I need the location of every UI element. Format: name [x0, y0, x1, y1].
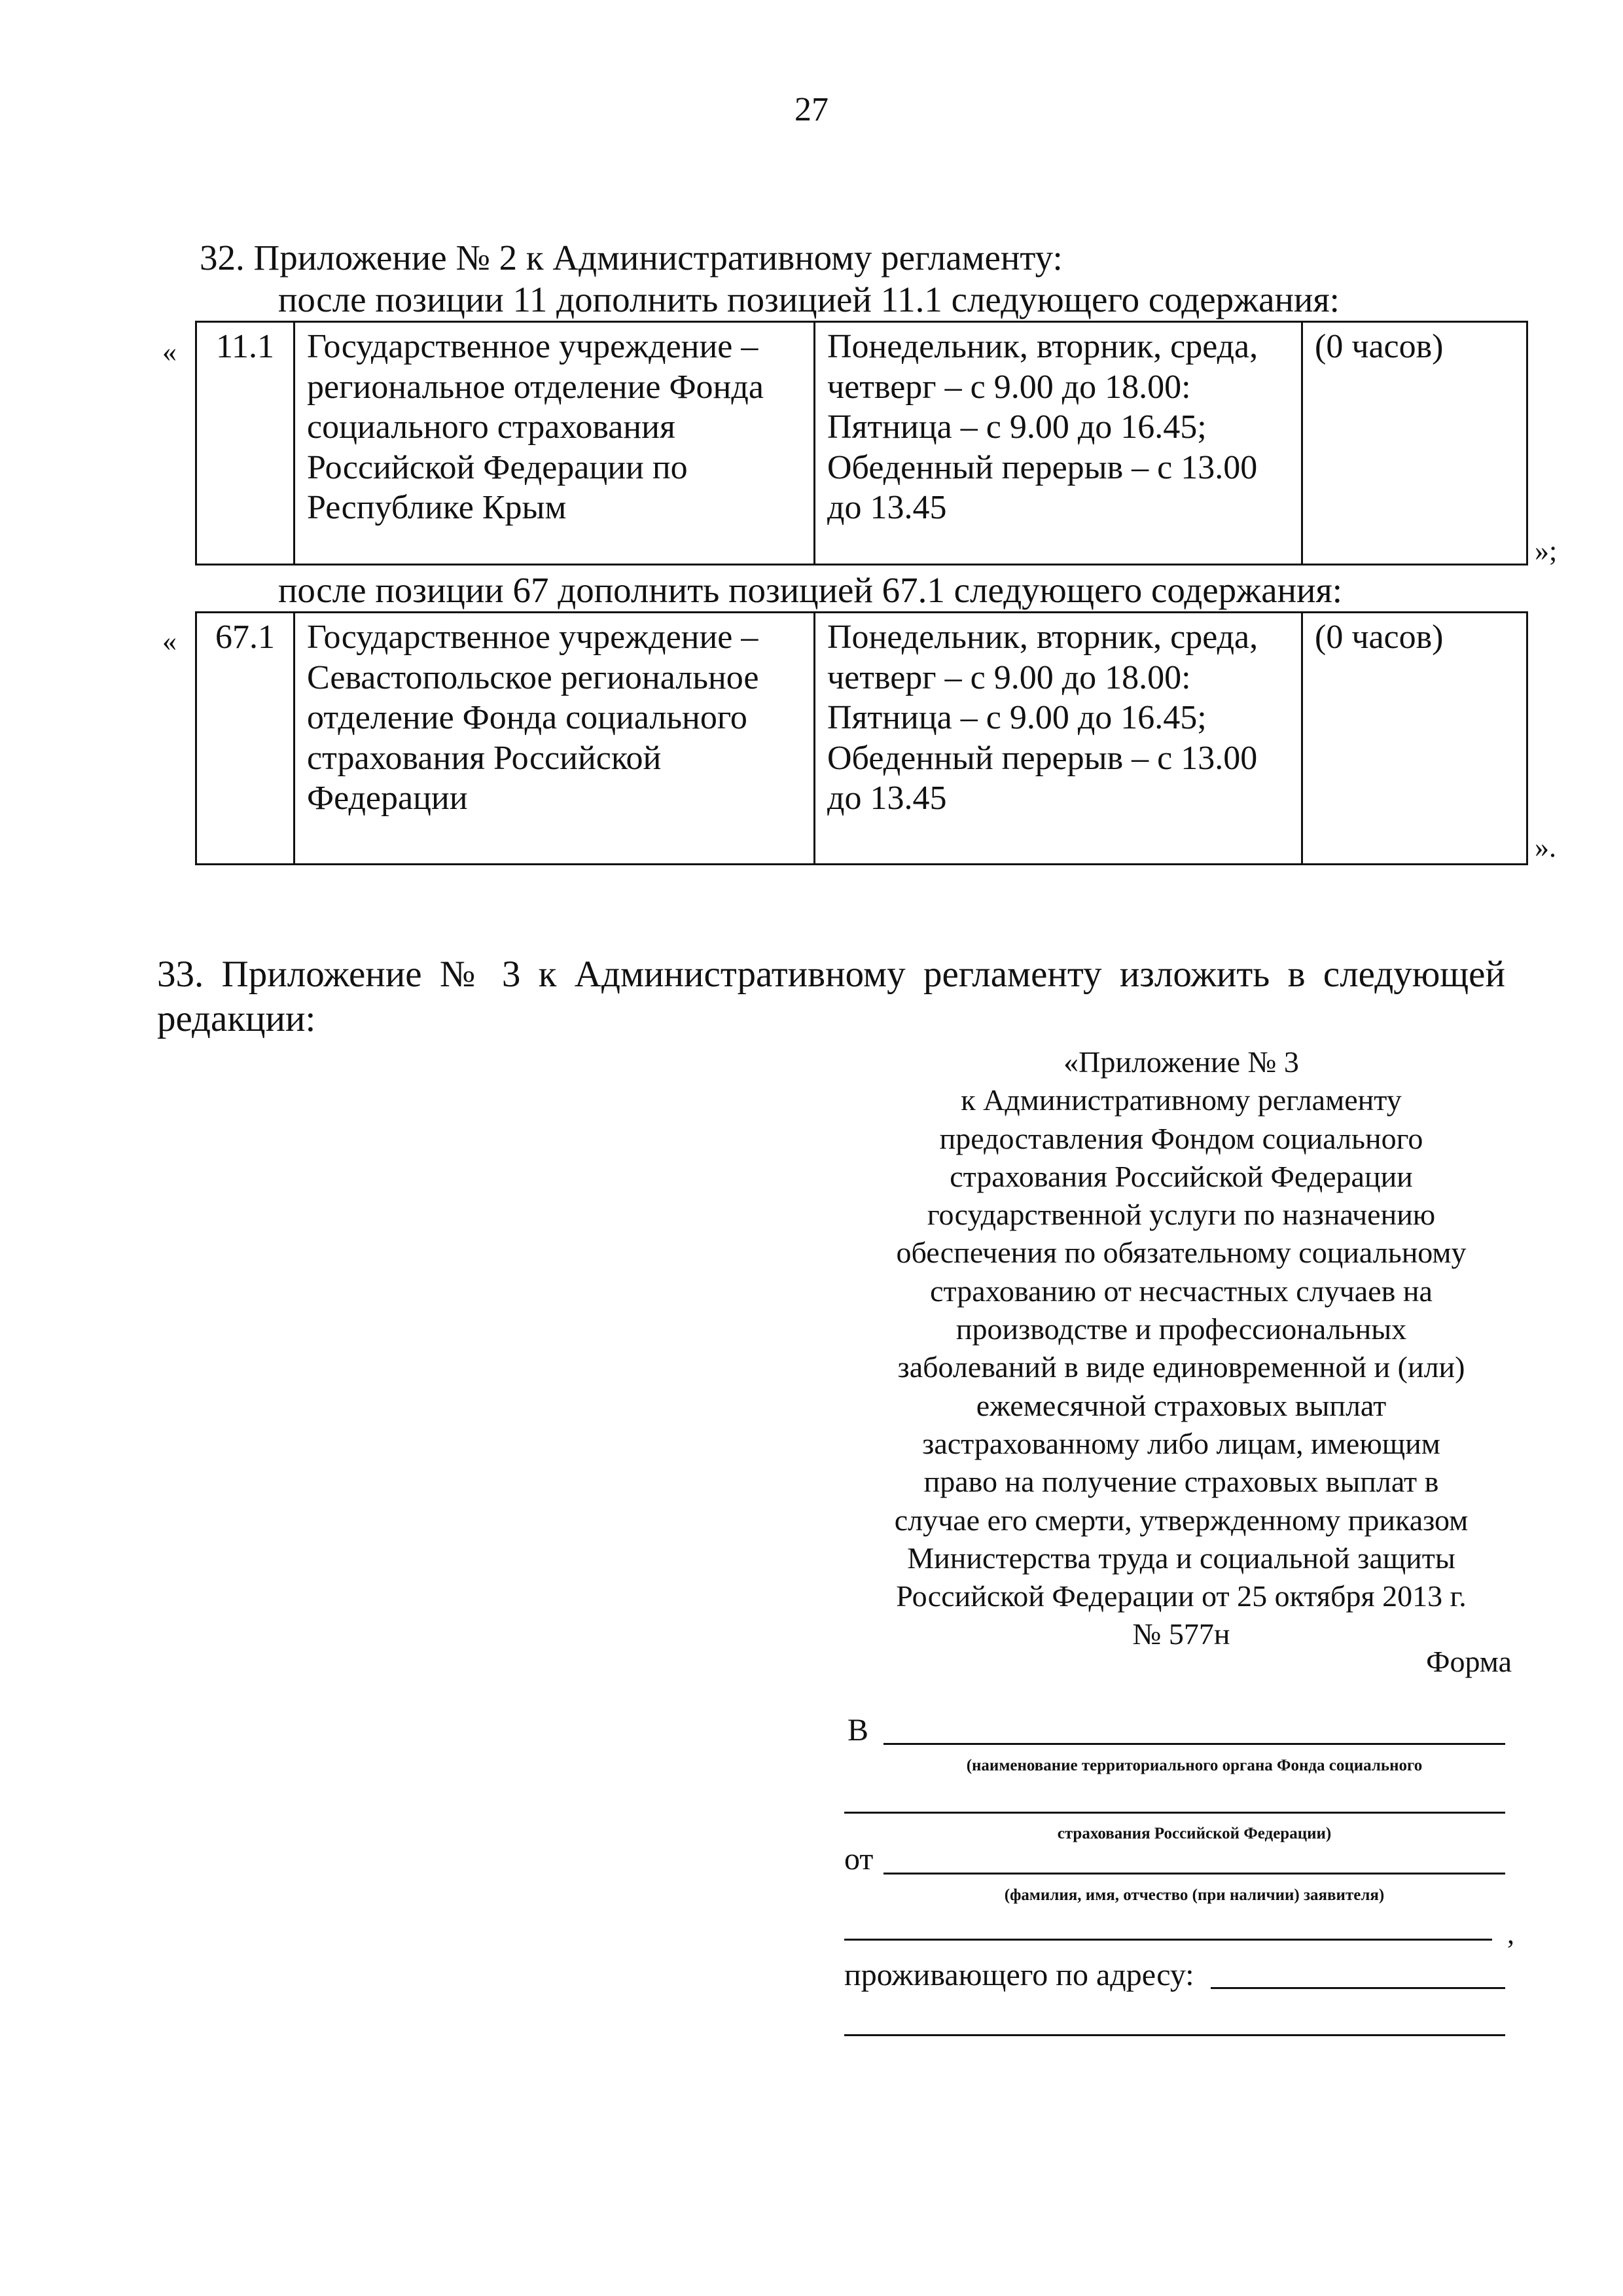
appendix-line: предоставления Фондом социального	[939, 1121, 1423, 1155]
schedule-line: Понедельник, вторник, среда,	[827, 619, 1258, 656]
appendix-line: обеспечения по обязательному социальному	[896, 1236, 1467, 1270]
institution-line: Государственное учреждение –	[307, 619, 758, 656]
to-caption-1: (наименование территориального органа Фонда социального	[966, 1757, 1423, 1774]
close-quote-2: ».	[1535, 831, 1556, 863]
schedule-line: четверг – с 9.00 до 18.00:	[827, 368, 1191, 406]
appendix-line: «Приложение № 3	[1063, 1045, 1299, 1079]
to-line-2[interactable]	[844, 1812, 1505, 1814]
schedule-line: четверг – с 9.00 до 18.00:	[827, 658, 1191, 696]
position-table-1	[195, 321, 1528, 565]
from-label: от	[844, 1842, 874, 1876]
appendix-line: застрахованному либо лицам, имеющим	[922, 1426, 1440, 1460]
appendix-line: право на получение страховых выплат в	[923, 1465, 1439, 1499]
institution-line: страхования Российской	[307, 739, 662, 777]
institution-line: региональное отделение Фонда	[307, 368, 764, 406]
appendix-line: государственной услуги по назначению	[927, 1198, 1436, 1232]
schedule-cell	[815, 322, 1302, 565]
appendix-line: Министерства труда и социальной защиты	[907, 1541, 1455, 1575]
institution-line: социального страхования	[307, 408, 675, 446]
comma: ,	[1507, 1918, 1514, 1950]
schedule-line: до 13.45	[827, 489, 947, 526]
appendix-line: ежемесячной страховых выплат	[976, 1388, 1387, 1422]
to-caption-2: страхования Российской Федерации)	[1057, 1825, 1332, 1842]
from-line-2[interactable]	[844, 1939, 1492, 1941]
schedule-line: до 13.45	[827, 780, 947, 817]
item-33-line: редакции:	[157, 998, 316, 1039]
institution-line: отделение Фонда социального	[307, 699, 747, 736]
open-quote-1: «	[162, 336, 177, 368]
appendix-line: страхования Российской Федерации	[950, 1159, 1413, 1193]
position-number: 67.1	[196, 613, 294, 865]
institution-line: Федерации	[307, 780, 468, 817]
position-number: 11.1	[196, 322, 294, 565]
schedule-line: Пятница – с 9.00 до 16.45;	[827, 699, 1207, 736]
hours-cell: (0 часов)	[1302, 322, 1527, 565]
appendix-line: страхованию от несчастных случаев на	[930, 1274, 1433, 1308]
from-caption: (фамилия, имя, отчество (при наличии) заявителя)	[1004, 1886, 1385, 1904]
schedule-line: Обеденный перерыв – с 13.00	[827, 739, 1258, 777]
appendix-header	[851, 1043, 1512, 1654]
form-label: Форма	[1426, 1645, 1512, 1678]
to-line[interactable]	[883, 1743, 1505, 1745]
schedule-line: Понедельник, вторник, среда,	[827, 328, 1258, 365]
table-row	[196, 613, 1527, 865]
from-line[interactable]	[883, 1873, 1505, 1874]
address-line-2[interactable]	[844, 2034, 1505, 2036]
table-row	[196, 322, 1527, 565]
appendix-line: заболеваний в виде единовременной и (или)	[897, 1350, 1465, 1384]
close-quote-1: »;	[1535, 535, 1558, 567]
to-label: В	[847, 1713, 869, 1748]
institution-line: Российской Федерации по	[307, 448, 688, 486]
hours-cell: (0 часов)	[1302, 613, 1527, 865]
address-line[interactable]	[1211, 1987, 1505, 1989]
appendix-line: Российской Федерации от 25 октября 2013 г.	[896, 1579, 1467, 1613]
institution-cell	[294, 322, 815, 565]
item-32-intro-1: после позиции 11 дополнить позицией 11.1 следующего содержания:	[278, 279, 1340, 319]
address-label: проживающего по адресу:	[844, 1958, 1194, 1992]
appendix-line: случае его смерти, утвержденному приказом	[894, 1503, 1469, 1537]
appendix-line: к Административному регламенту	[961, 1083, 1402, 1117]
institution-cell	[294, 613, 815, 865]
institution-line: Севастопольское региональное	[307, 658, 759, 696]
page-number: 27	[794, 91, 829, 128]
item-32-heading: 32. Приложение № 2 к Административному регламенту:	[200, 238, 1063, 278]
appendix-line: производстве и профессиональных	[955, 1312, 1407, 1346]
item-33-paragraph	[157, 952, 1505, 1041]
position-table-2	[195, 611, 1528, 865]
item-33-line: 33. Приложение № 3 к Административному регламенту изложить в следующей	[157, 954, 1505, 995]
institution-line: Государственное учреждение –	[307, 328, 758, 365]
schedule-line: Пятница – с 9.00 до 16.45;	[827, 408, 1207, 446]
open-quote-2: «	[162, 625, 177, 657]
appendix-line: № 577н	[1132, 1617, 1230, 1651]
schedule-line: Обеденный перерыв – с 13.00	[827, 448, 1258, 486]
item-32-intro-2: после позиции 67 дополнить позицией 67.1 следующего содержания:	[278, 570, 1343, 610]
schedule-cell	[815, 613, 1302, 865]
institution-line: Республике Крым	[307, 489, 567, 526]
